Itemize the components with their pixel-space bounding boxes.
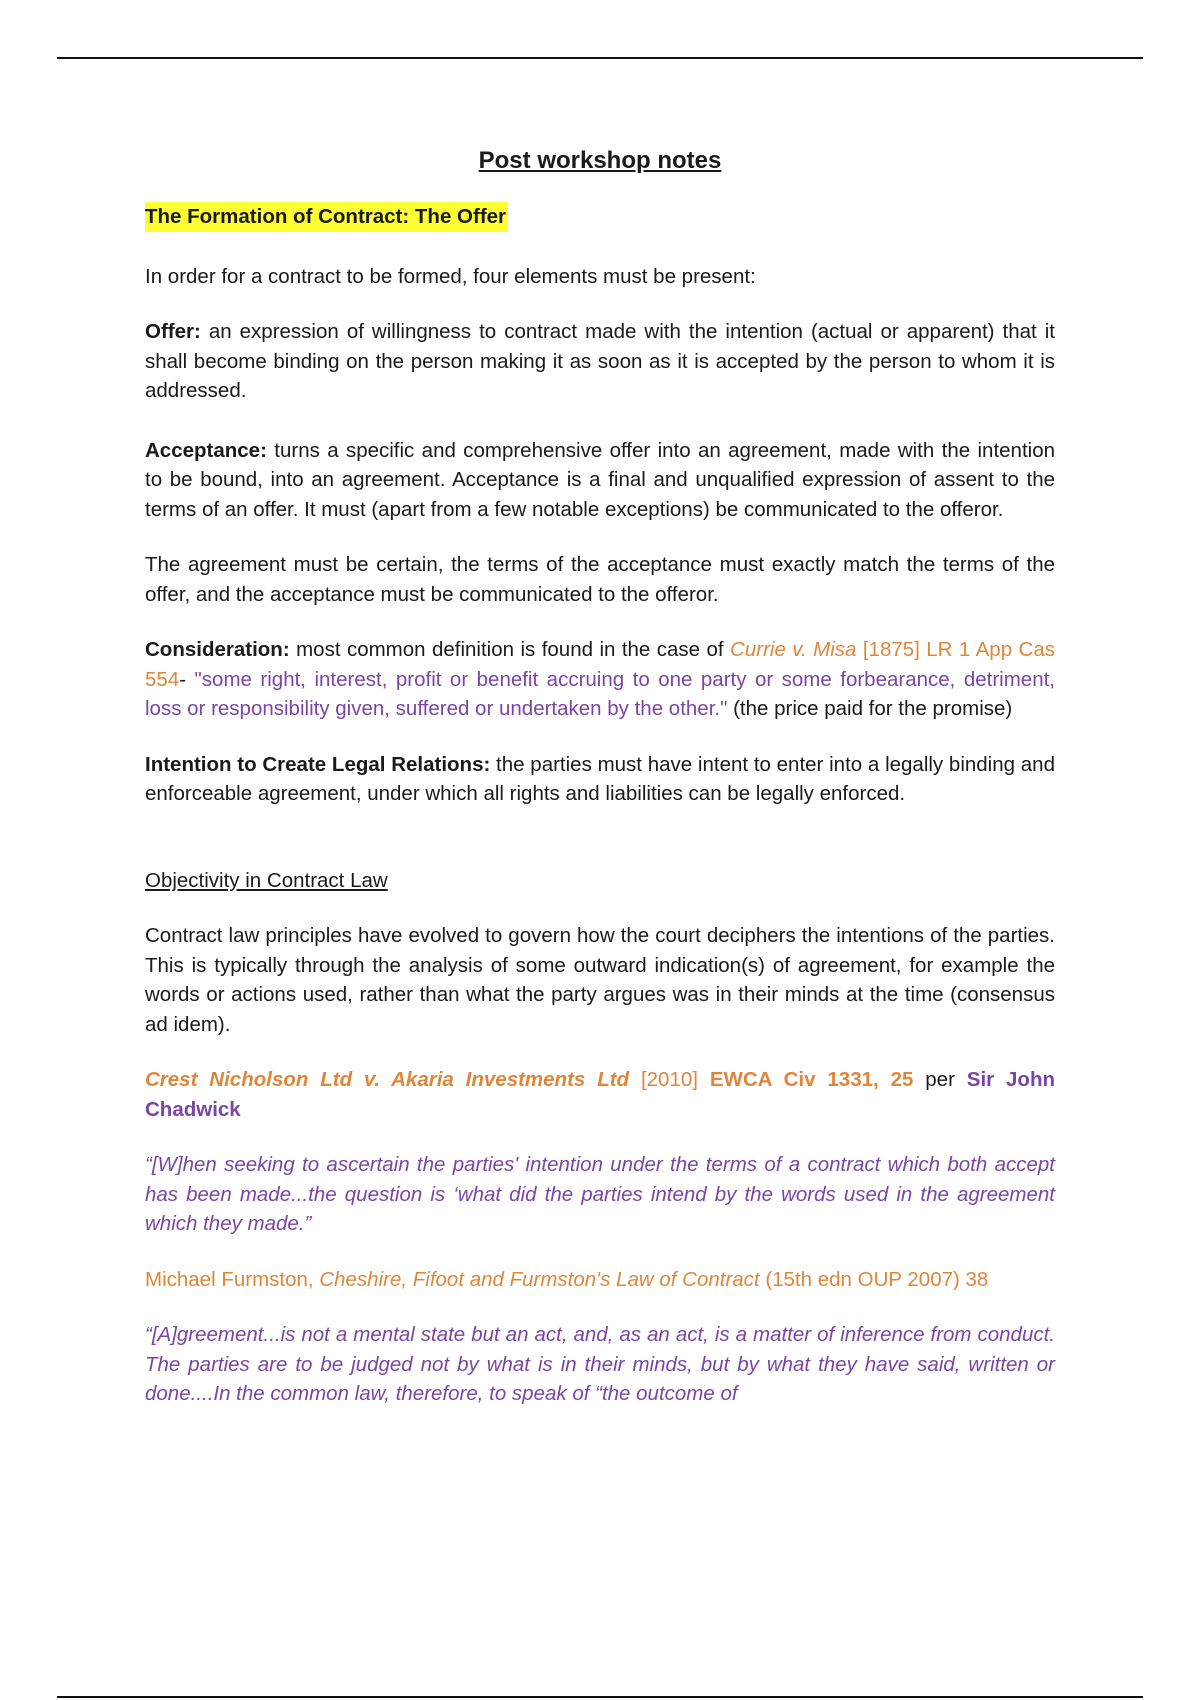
objectivity-paragraph: Contract law principles have evolved to govern how the court deciphers the intentions of the parties. This is typically through the analysis of some outward indication(s) of agreement, for example the words or actions used, rather than what the party argues was in their minds at the time (consensus ad idem).	[145, 924, 1055, 1036]
furmston-book: Cheshire, Fifoot and Furmston's Law of Contract	[319, 1267, 760, 1291]
intention-text: the parties must have intent to enter into a legally binding and enforceable agreement, under which all rights and liabilities can be legally enforced.	[145, 752, 1055, 805]
offer-paragraph	[145, 317, 1055, 406]
document-page	[145, 140, 1055, 1409]
consideration-paragraph	[145, 635, 1055, 724]
intro-paragraph: In order for a contract to be formed, four elements must be present:	[145, 264, 756, 288]
currie-case-cite: [1875] LR 1 App Cas 554	[145, 638, 1055, 691]
header-rule	[57, 57, 1143, 59]
objectivity-heading: Objectivity in Contract Law	[145, 868, 388, 892]
crest-quote: “[W]hen seeking to ascertain the parties' intention under the terms of a contract which both accept has been made...the question is ‘what did the parties intend by the words used in the agreement which they made.”	[145, 1153, 1055, 1235]
crest-case-name: Crest Nicholson Ltd v. Akaria Investments Ltd	[145, 1068, 630, 1091]
offer-term: Offer:	[145, 320, 201, 343]
offer-text: an expression of willingness to contract made with the intention (actual or apparent) that it shall become binding on the person making it as soon as it is accepted by the person to whom it is addressed.	[145, 320, 1055, 402]
crest-cite: EWCA Civ 1331, 25	[709, 1068, 914, 1091]
furmston-author: Michael Furmston,	[145, 1267, 320, 1291]
furmston-edition: (15th edn OUP 2007) 38	[759, 1267, 989, 1291]
acceptance-paragraph	[145, 436, 1055, 525]
consideration-dash: -	[179, 667, 195, 691]
acceptance-text: turns a specific and comprehensive offer into an agreement, made with the intention to be bound, into an agreement. Acceptance is a final and unqualified expression of assent to the terms of an offer. It must (apart from a few notable exceptions) be communicated to the offeror.	[145, 438, 1055, 521]
intention-paragraph	[145, 750, 1055, 809]
intention-term: Intention to Create Legal Relations:	[145, 752, 491, 776]
consideration-note: (the price paid for the promise)	[727, 697, 1013, 720]
consideration-text: most common definition is found in the case of	[289, 638, 731, 661]
footer-rule	[57, 1696, 1143, 1698]
consideration-term: Consideration:	[145, 638, 290, 661]
furmston-quote: “[A]greement...is not a mental state but an act, and, as an act, is a matter of inference from conduct. The parties are to be judged not by what is in their minds, but by what they have said, written or done....In the common law, therefore, to speak of “the outcome of	[145, 1323, 1055, 1405]
furmston-citation	[145, 1265, 1055, 1295]
acceptance-term: Acceptance:	[145, 438, 267, 462]
crest-per: per	[913, 1068, 967, 1091]
currie-case-name: Currie v. Misa	[730, 638, 857, 661]
page-title: Post workshop notes	[478, 147, 722, 174]
crest-citation	[145, 1065, 1055, 1124]
section-heading: The Formation of Contract: The Offer	[145, 202, 508, 232]
currie-quote: "some right, interest, profit or benefit accruing to one party or some forbearance, detriment, loss or responsibility given, suffered or undertaken by the other."	[145, 667, 1055, 720]
agreement-paragraph: The agreement must be certain, the terms of the acceptance must exactly match the terms of the offer, and the acceptance must be communicated to the offeror.	[145, 553, 1055, 606]
crest-year: [2010]	[629, 1068, 710, 1091]
crest-judge: Sir John Chadwick	[145, 1068, 1055, 1121]
